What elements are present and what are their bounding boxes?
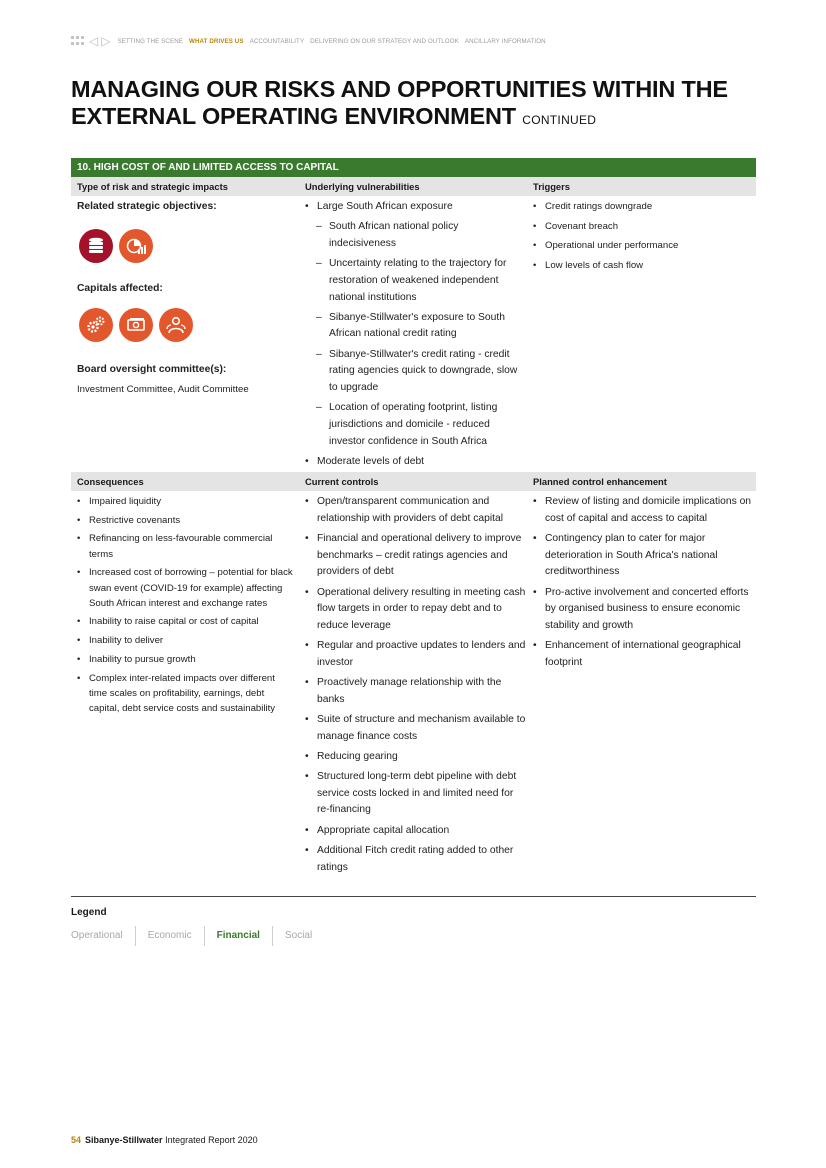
consequence-item: • Impaired liquidity bbox=[77, 494, 295, 509]
enhancement-item: • Review of listing and domicile implications on cost of capital and access to capital bbox=[533, 494, 755, 527]
trigger-item: • Credit ratings downgrade bbox=[533, 199, 755, 215]
page-title-line2: EXTERNAL OPERATING ENVIRONMENT bbox=[71, 103, 516, 129]
trigger-item: • Operational under performance bbox=[533, 238, 755, 254]
banknote-icon bbox=[119, 308, 153, 342]
report-name: Integrated Report 2020 bbox=[165, 1135, 258, 1145]
grid-menu-icon[interactable] bbox=[71, 36, 84, 47]
gears-icon bbox=[79, 308, 113, 342]
vulnerability-item: • Moderate levels of debt bbox=[305, 454, 527, 471]
trigger-item: • Low levels of cash flow bbox=[533, 258, 755, 274]
continued-label: CONTINUED bbox=[522, 113, 597, 127]
control-item: • Suite of structure and mechanism available to manage finance costs bbox=[305, 712, 527, 745]
control-item: • Regular and proactive updates to lenders and investor bbox=[305, 638, 527, 671]
column-header-triggers: Triggers bbox=[533, 181, 570, 192]
risk-header: 10. HIGH COST OF AND LIMITED ACCESS TO CAPITAL bbox=[71, 158, 756, 177]
capitals-affected-label: Capitals affected: bbox=[77, 282, 163, 294]
vulnerabilities-column bbox=[305, 199, 527, 474]
table-bottom-rule bbox=[71, 896, 756, 897]
legend-title: Legend bbox=[71, 907, 107, 918]
vulnerability-item: • Large South African exposure bbox=[305, 199, 527, 216]
company-name: Sibanye-Stillwater bbox=[85, 1135, 163, 1145]
triggers-column bbox=[533, 199, 755, 277]
legend bbox=[71, 926, 324, 946]
vulnerability-subitem: – Sibanye-Stillwater's credit rating - credit rating agencies quick to downgrade, slow to upgrade bbox=[305, 347, 527, 397]
enhancement-item: • Enhancement of international geographical footprint bbox=[533, 638, 755, 671]
board-oversight-value: Investment Committee, Audit Committee bbox=[77, 384, 249, 396]
control-item: • Additional Fitch credit rating added to other ratings bbox=[305, 843, 527, 876]
consequence-item: • Inability to deliver bbox=[77, 633, 295, 648]
growth-chart-icon bbox=[119, 229, 153, 263]
enhancement-item: • Contingency plan to cater for major deterioration in South Africa's national creditworthiness bbox=[533, 531, 755, 581]
legend-item-social: Social bbox=[284, 930, 313, 941]
column-header-row-top bbox=[71, 177, 756, 196]
control-item: • Operational delivery resulting in meeting cash flow targets in order to repay debt and to reduce leverage bbox=[305, 585, 527, 635]
trigger-item: • Covenant breach bbox=[533, 219, 755, 235]
column-header-risk-type: Type of risk and strategic impacts bbox=[77, 181, 228, 192]
consequence-item: • Restrictive covenants bbox=[77, 513, 295, 528]
legend-item-financial: Financial bbox=[216, 930, 260, 941]
previous-page-icon[interactable]: ◁ bbox=[89, 34, 99, 48]
next-page-icon[interactable]: ▷ bbox=[101, 34, 111, 48]
control-item: • Reducing gearing bbox=[305, 749, 527, 766]
capital-icons bbox=[79, 308, 297, 342]
people-icon bbox=[159, 308, 193, 342]
control-item: • Appropriate capital allocation bbox=[305, 823, 527, 840]
risk-type-column bbox=[77, 199, 297, 397]
column-header-vulnerabilities: Underlying vulnerabilities bbox=[305, 181, 420, 192]
nav-link-delivering-strategy[interactable]: DELIVERING ON OUR STRATEGY AND OUTLOOK bbox=[310, 37, 459, 45]
consequence-item: • Inability to pursue growth bbox=[77, 652, 295, 667]
column-header-planned-enhancement: Planned control enhancement bbox=[533, 476, 667, 487]
control-item: • Open/transparent communication and relationship with providers of debt capital bbox=[305, 494, 527, 527]
page-number: 54 bbox=[71, 1135, 82, 1145]
objective-icons bbox=[79, 229, 297, 263]
vulnerability-subitem: – Uncertainty relating to the trajectory for restoration of weakened independent national institutions bbox=[305, 256, 527, 306]
coins-stack-icon bbox=[79, 229, 113, 263]
consequence-item: • Complex inter-related impacts over different time scales on profitability, earnings, debt capital, debt service costs and sustainability bbox=[77, 671, 295, 717]
control-item: • Financial and operational delivery to improve benchmarks – credit ratings agencies and providers of debt bbox=[305, 531, 527, 581]
consequence-item: • Increased cost of borrowing – potential for black swan event (COVID-19 for example) affecting South African interest and exchange rates bbox=[77, 565, 295, 611]
column-header-consequences: Consequences bbox=[77, 476, 144, 487]
vulnerability-subitem: – South African national policy indecisiveness bbox=[305, 219, 527, 252]
vulnerability-subitem: – Location of operating footprint, listing jurisdictions and domicile - reduced investor confidence in South Africa bbox=[305, 400, 527, 450]
nav-link-ancillary-information[interactable]: ANCILLARY INFORMATION bbox=[464, 37, 546, 45]
vulnerability-subitem: – Sibanye-Stillwater's exposure to South African national credit rating bbox=[305, 310, 527, 343]
top-navigation bbox=[71, 34, 552, 48]
page-title bbox=[71, 76, 771, 134]
legend-item-economic: Economic bbox=[147, 930, 192, 941]
column-header-row-bottom bbox=[71, 472, 756, 491]
control-item: • Proactively manage relationship with the banks bbox=[305, 675, 527, 708]
page-title-line1: MANAGING OUR RISKS AND OPPORTUNITIES WITHIN THE bbox=[71, 76, 728, 102]
planned-enhancement-column bbox=[533, 494, 755, 675]
page-footer bbox=[71, 1135, 258, 1145]
consequence-item: • Refinancing on less-favourable commercial terms bbox=[77, 531, 295, 561]
enhancement-item: • Pro-active involvement and concerted efforts by organised business to ensure economic stability and growth bbox=[533, 585, 755, 635]
board-oversight-label: Board oversight committee(s): bbox=[77, 364, 227, 376]
nav-link-setting-the-scene[interactable]: SETTING THE SCENE bbox=[117, 37, 184, 45]
consequence-item: • Inability to raise capital or cost of capital bbox=[77, 614, 295, 629]
nav-link-what-drives-us[interactable]: WHAT DRIVES US bbox=[189, 37, 244, 45]
related-objectives-label: Related strategic objectives: bbox=[77, 201, 217, 212]
control-item: • Structured long-term debt pipeline with debt service costs locked in and limited need for re-financing bbox=[305, 769, 527, 819]
column-header-current-controls: Current controls bbox=[305, 476, 379, 487]
current-controls-column bbox=[305, 494, 527, 880]
legend-item-operational: Operational bbox=[71, 930, 123, 941]
nav-link-accountability[interactable]: ACCOUNTABILITY bbox=[249, 37, 305, 45]
consequences-column bbox=[77, 494, 295, 720]
